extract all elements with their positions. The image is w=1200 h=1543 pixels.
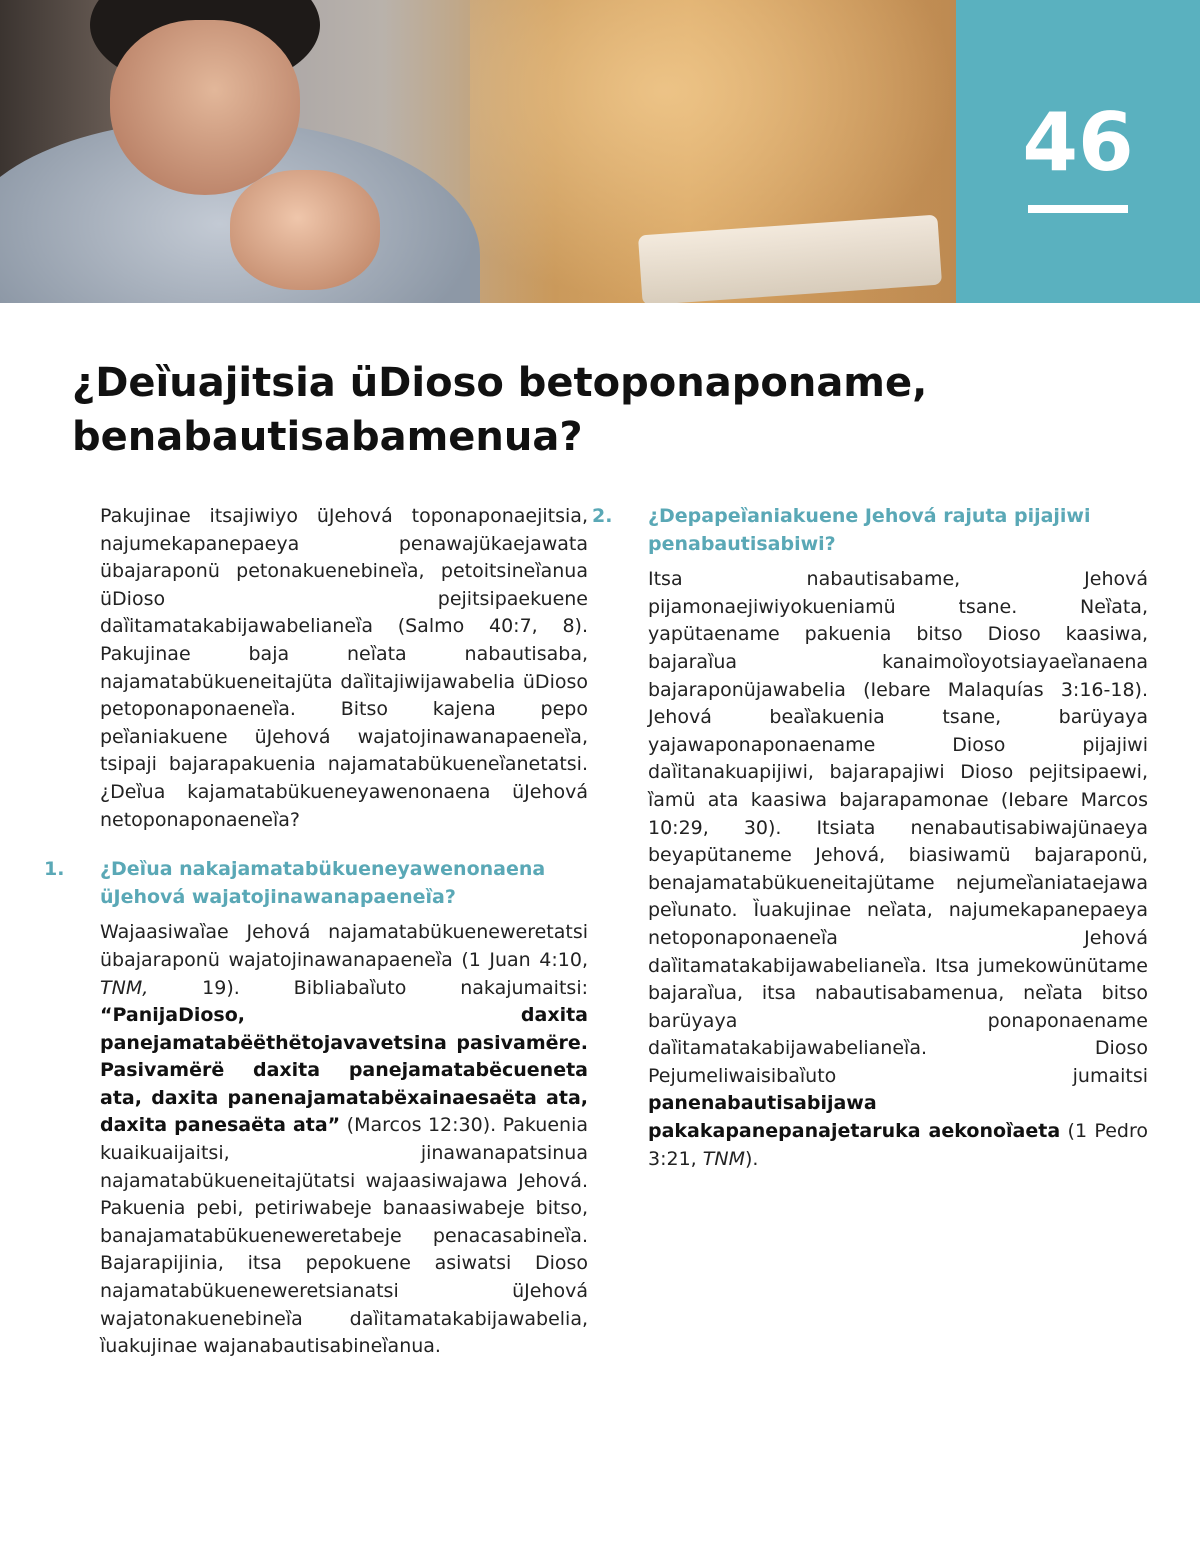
q2-bold-quote: panenabautisabijawa pakakapanepanajetaruka aekonoȉaeta [648, 1092, 1061, 1143]
q2-text-end: ). [744, 1147, 759, 1170]
chapter-number-box [956, 0, 1200, 303]
question-1-heading [44, 856, 588, 911]
question-2-answer [620, 566, 1148, 1173]
q2-text-before: Itsa nabautisabame, Jehová pijamonaejiwiyokueniamü tsane. Neȉata, yapütaename pakuenia bitso Dioso kaasiwa, bajaraȉua kanaimoȉoyotsiayaeȉanaena bajaraponüjawabelia (Iebare Malaquías 3:16-18). Jehová beaȉakuenia tsane, barüyaya yajawaponaponaename Dioso pijajiwi daȉitanakuapijiwi, bajarapajiwi Dioso pejitsipaewi, ȉamü ata kaasiwa bajarapamonae (Iebare Marcos 10:29, 30). Itsiata nenabautisabiwajünaeya beyapütaneme Jehová, biasiwamü bajaraponü, benajamatabükueneitajütame nejumeȉaniataejawa peȉunato. Ȉuakujinae neȉata, najumekapanepaeya netoponaponaeneȉa Jehová daȉitamatakabijawabelianeȉa. Itsa jumekowünütame bajaraȉua, itsa nabautisabamenua, neȉata bitso barüyaya ponaponaename daȉitamatakabijawabelianeȉa. Dioso Pejumeliwaisibaȉuto jumaitsi [648, 568, 1148, 1087]
q1-italic-ref: TNM, [100, 976, 149, 999]
q1-text-mid: 19). Bibliabaȉuto nakajumaitsi: [148, 976, 588, 999]
q1-text-before: Wajaasiwaȉae Jehová najamatabükueneweretatsi übajaraponü wajatojinawanapaeneȉa (1 Juan 4:10, [100, 921, 588, 971]
chapter-number-underline [1028, 205, 1128, 213]
hero-photo-person-hands [230, 170, 380, 290]
question-2-heading [592, 503, 1148, 558]
q2-italic-ref: TNM [702, 1147, 745, 1170]
q2-text-after: (1 Pedro 3:21, [648, 1120, 1148, 1170]
chapter-number: 46 [1022, 96, 1134, 189]
question-1-number: 1. [44, 858, 65, 881]
intro-paragraph: Pakujinae itsajiwiyo üJehová toponaponaejitsia, najumekapanepaeya penawajükaejawata übajaraponü petonakuenebineȉa, petoitsineȉanua üDioso pejitsipaekuene daȉitamatakabijawabelianeȉa (Salmo 40:7, 8). Pakujinae baja neȉata nabautisaba, najamatabükueneitajüta daȉitajiwijawabelia üDioso petoponaponaeneȉa. Bitso kajena pepo peȉaniakuene üJehová wajatojinawanapaeneȉa, tsipaji bajarapakuenia najamatabükueneȉanetatsi. ¿Deȉua kajamatabükueneyawenonaena üJehová netoponaponaeneȉa? [100, 505, 588, 831]
left-column [44, 503, 588, 1361]
q1-text-after: (Marcos 12:30). Pakuenia kuaikuaijaitsi, jinawanapatsinua najamatabükueneitajütatsi wajaasiwajawa Jehová. Pakuenia pebi, petiriwabeje banaasiwabeje bitso, banajamatabükueneweretabeje penacasabineȉa. Bajarapijinia, itsa pepokuene asiwatsi Dioso najamatabükueneweretsianatsi üJehová wajatonakuenebineȉa daȉitamatakabijawabelia, ȉuakujinae wajanabautisabineȉanua. [100, 1114, 588, 1358]
question-2-text: ¿Depapeȉaniakuene Jehová rajuta pijajiwi penabautisabiwi? [648, 505, 1091, 555]
hero-photo-person-face [110, 20, 300, 195]
q1-bold-quote: “PanijaDioso, daxita panejamatabëëthëtojavavetsina pasivamëre. Pasivamërë daxita panejamatabëcueneta ata, daxita panenajamatabëxainaesaëta ata, daxita panesaëta ata” [100, 1004, 588, 1137]
hero-photo [0, 0, 956, 303]
question-2-number: 2. [592, 505, 613, 527]
page-title: ¿Deȉuajitsia üDioso betoponaponame, benabautisabamenua? [72, 360, 928, 460]
question-1-text: ¿Deȉua nakajamatabükueneyawenonaena üJehová wajatojinawanapaeneȉa? [100, 858, 546, 908]
question-1-answer [72, 919, 588, 1361]
right-column [592, 503, 1148, 1173]
